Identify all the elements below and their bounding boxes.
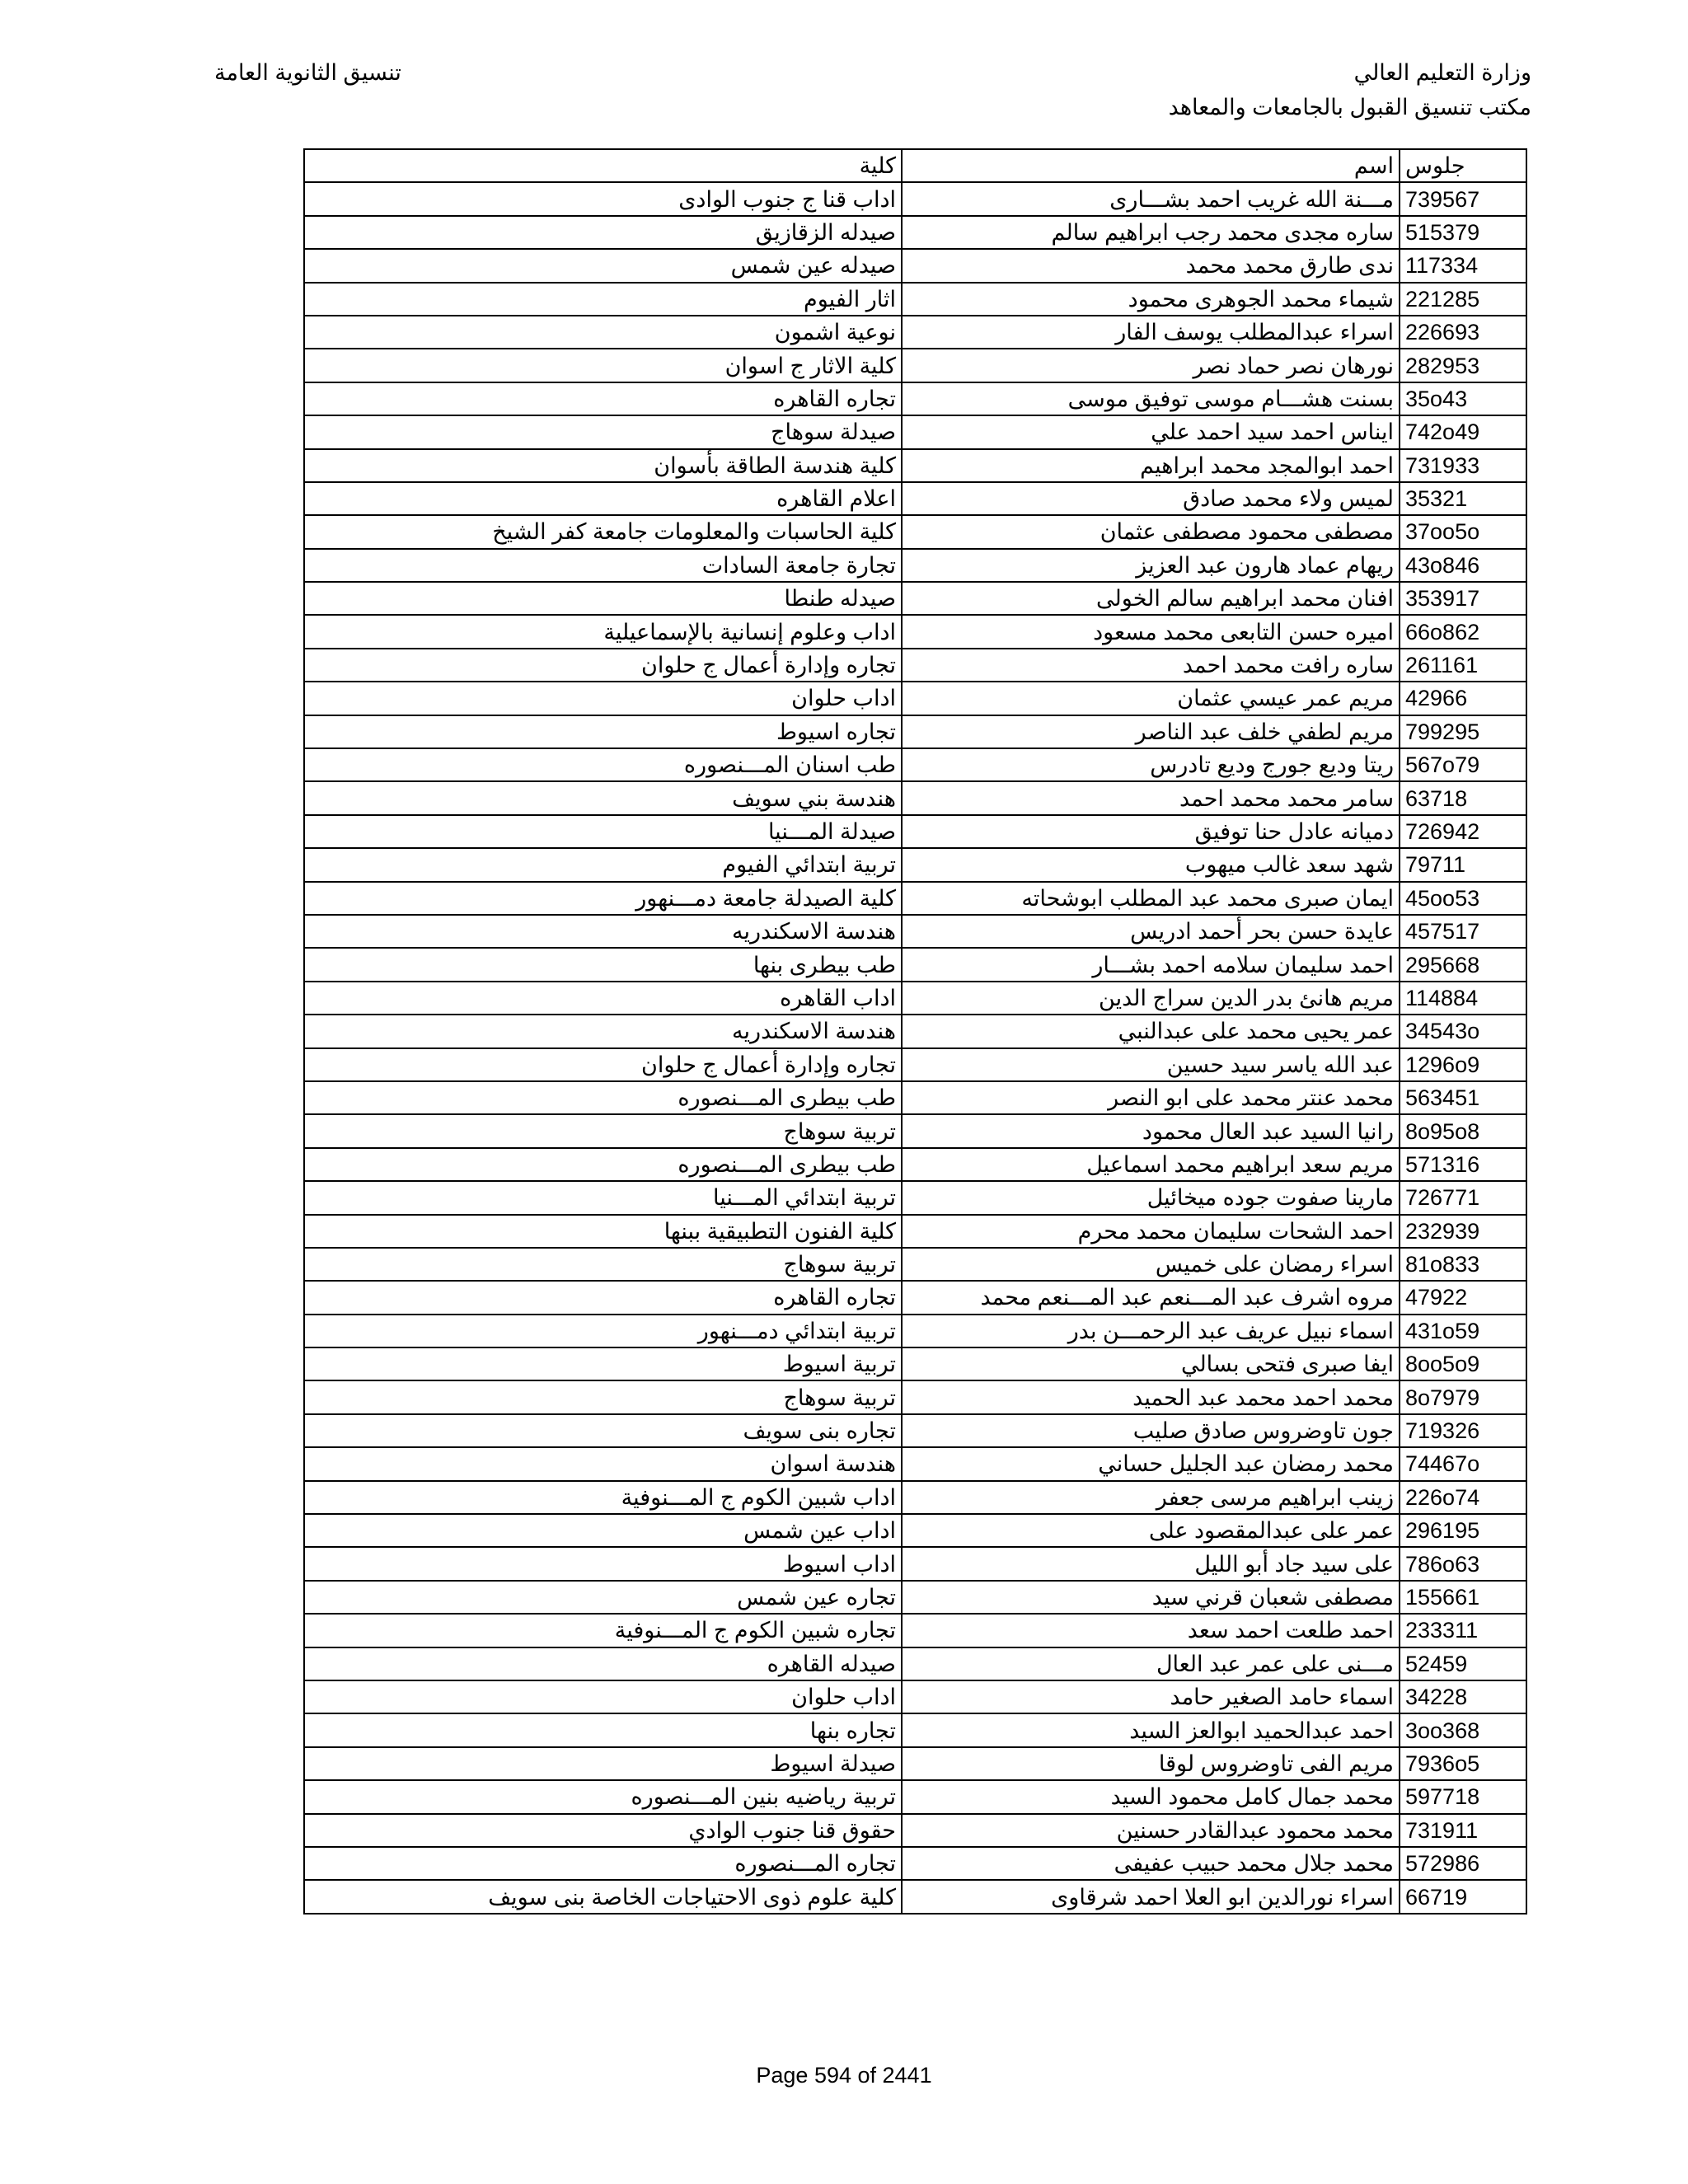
name-cell: احمد طلعت احمد سعد [902, 1614, 1400, 1647]
seat-cell: 221285 [1400, 283, 1526, 316]
column-header-name: اسم [902, 149, 1400, 182]
table-row [304, 1114, 1526, 1147]
faculty-cell: تجاره عين شمس [304, 1581, 902, 1614]
name-cell: ندى طارق محمد محمد [902, 249, 1400, 282]
table-row [304, 649, 1526, 682]
seat-cell: 7936o5 [1400, 1747, 1526, 1780]
faculty-cell: اداب اسيوط [304, 1547, 902, 1580]
seat-cell: 597718 [1400, 1780, 1526, 1813]
seat-cell: 63718 [1400, 781, 1526, 814]
faculty-cell: اثار الفيوم [304, 283, 902, 316]
seat-cell: 261161 [1400, 649, 1526, 682]
page-number: Page 594 of 2441 [756, 2063, 932, 2088]
table-row [304, 1847, 1526, 1880]
table-row [304, 1414, 1526, 1447]
seat-cell: 35o43 [1400, 382, 1526, 415]
table-row [304, 815, 1526, 848]
table-row [304, 249, 1526, 282]
faculty-cell: طب بيطرى المـــنصوره [304, 1081, 902, 1114]
table-row [304, 1747, 1526, 1780]
table-row [304, 582, 1526, 615]
seat-cell: 282953 [1400, 349, 1526, 382]
faculty-cell: اداب شبين الكوم ج المـــنوفية [304, 1481, 902, 1514]
seat-cell: 515379 [1400, 216, 1526, 249]
seat-cell: 726771 [1400, 1181, 1526, 1214]
name-cell: عمر على عبدالمقصود على [902, 1514, 1400, 1547]
faculty-cell: تجاره القاهره [304, 382, 902, 415]
name-cell: محمد احمد محمد عبد الحميد [902, 1380, 1400, 1413]
seat-cell: 571316 [1400, 1148, 1526, 1181]
table-row [304, 948, 1526, 981]
name-cell: محمد عنتر محمد على ابو النصر [902, 1081, 1400, 1114]
table-row [304, 1514, 1526, 1547]
name-cell: مريم هانئ بدر الدين سراج الدين [902, 982, 1400, 1015]
table-row [304, 1447, 1526, 1480]
name-cell: عايدة حسن بحر أحمد ادريس [902, 915, 1400, 948]
seat-cell: 786o63 [1400, 1547, 1526, 1580]
table-row [304, 1380, 1526, 1413]
seat-cell: 42966 [1400, 682, 1526, 715]
seat-cell: 431o59 [1400, 1315, 1526, 1347]
seat-cell: 117334 [1400, 249, 1526, 282]
faculty-cell: هندسة اسوان [304, 1447, 902, 1480]
table-row [304, 415, 1526, 448]
table-row [304, 1048, 1526, 1081]
admissions-table [303, 148, 1527, 1915]
name-cell: مريم الفى تاوضروس لوقا [902, 1747, 1400, 1780]
faculty-cell: صيدلة المـــنيا [304, 815, 902, 848]
faculty-cell: تجاره بنها [304, 1713, 902, 1746]
seat-cell: 74467o [1400, 1447, 1526, 1480]
faculty-cell: طب اسنان المـــنصوره [304, 748, 902, 781]
table-row [304, 1281, 1526, 1314]
table-row [304, 715, 1526, 748]
name-cell: اسراء عبدالمطلب يوسف الفار [902, 316, 1400, 349]
faculty-cell: صيدله القاهره [304, 1647, 902, 1680]
name-cell: محمد رمضان عبد الجليل حساني [902, 1447, 1400, 1480]
name-cell: محمد جمال كامل محمود السيد [902, 1780, 1400, 1813]
seat-cell: 226693 [1400, 316, 1526, 349]
faculty-cell: تربية سوهاج [304, 1114, 902, 1147]
table-row [304, 1713, 1526, 1746]
seat-cell: 35321 [1400, 482, 1526, 515]
table-row [304, 1680, 1526, 1713]
table-row [304, 1647, 1526, 1680]
table-row [304, 915, 1526, 948]
seat-cell: 8o7979 [1400, 1380, 1526, 1413]
name-cell: مصطفى محمود مصطفى عثمان [902, 515, 1400, 548]
name-cell: مريم عمر عيسي عثمان [902, 682, 1400, 715]
faculty-cell: هندسة الاسكندريه [304, 1015, 902, 1047]
office-title: مكتب تنسيق القبول بالجامعات والمعاهد [1168, 95, 1531, 120]
faculty-cell: كلية الاثار ج اسوان [304, 349, 902, 382]
seat-cell: 155661 [1400, 1581, 1526, 1614]
name-cell: على سيد جاد أبو الليل [902, 1547, 1400, 1580]
table-row [304, 1880, 1526, 1913]
name-cell: مريم سعد ابراهيم محمد اسماعيل [902, 1148, 1400, 1181]
name-cell: نورهان نصر حماد نصر [902, 349, 1400, 382]
table-row [304, 1780, 1526, 1813]
seat-cell: 81o833 [1400, 1248, 1526, 1281]
seat-cell: 52459 [1400, 1647, 1526, 1680]
column-header-faculty: كلية [304, 149, 902, 182]
name-cell: شيماء محمد الجوهرى محمود [902, 283, 1400, 316]
seat-cell: 567o79 [1400, 748, 1526, 781]
table-row [304, 549, 1526, 582]
name-cell: اسراء نورالدين ابو العلا احمد شرقاوى [902, 1880, 1400, 1913]
name-cell: ريتا وديع جورج وديع تادرس [902, 748, 1400, 781]
table-row [304, 748, 1526, 781]
name-cell: دميانه عادل حنا توفيق [902, 815, 1400, 848]
faculty-cell: كلية الفنون التطبيقية ببنها [304, 1215, 902, 1248]
faculty-cell: اداب وعلوم إنسانية بالإسماعيلية [304, 615, 902, 648]
table-row [304, 848, 1526, 881]
faculty-cell: هندسة الاسكندريه [304, 915, 902, 948]
faculty-cell: هندسة بني سويف [304, 781, 902, 814]
name-cell: مارينا صفوت جوده ميخائيل [902, 1181, 1400, 1214]
faculty-cell: اداب عين شمس [304, 1514, 902, 1547]
seat-cell: 226o74 [1400, 1481, 1526, 1514]
table-row [304, 382, 1526, 415]
table-row [304, 781, 1526, 814]
seat-cell: 457517 [1400, 915, 1526, 948]
table-row [304, 982, 1526, 1015]
faculty-cell: حقوق قنا جنوب الوادي [304, 1814, 902, 1847]
seat-cell: 8o95o8 [1400, 1114, 1526, 1147]
seat-cell: 572986 [1400, 1847, 1526, 1880]
faculty-cell: كلية علوم ذوى الاحتياجات الخاصة بنى سويف [304, 1880, 902, 1913]
table-row [304, 482, 1526, 515]
table-row [304, 682, 1526, 715]
seat-cell: 232939 [1400, 1215, 1526, 1248]
table-row [304, 349, 1526, 382]
faculty-cell: تربية سوهاج [304, 1380, 902, 1413]
name-cell: احمد ابوالمجد محمد ابراهيم [902, 449, 1400, 482]
faculty-cell: كلية الحاسبات والمعلومات جامعة كفر الشيخ [304, 515, 902, 548]
seat-cell: 8oo5o9 [1400, 1347, 1526, 1380]
table-row [304, 316, 1526, 349]
seat-cell: 726942 [1400, 815, 1526, 848]
seat-cell: 739567 [1400, 182, 1526, 215]
seat-cell: 1296o9 [1400, 1048, 1526, 1081]
faculty-cell: تربية ابتدائي الفيوم [304, 848, 902, 881]
name-cell: مريم لطفي خلف عبد الناصر [902, 715, 1400, 748]
name-cell: شهد سعد غالب ميهوب [902, 848, 1400, 881]
faculty-cell: صيدله الزقازيق [304, 216, 902, 249]
seat-cell: 296195 [1400, 1514, 1526, 1547]
faculty-cell: تجاره وإدارة أعمال ج حلوان [304, 1048, 902, 1081]
table-row [304, 1248, 1526, 1281]
faculty-cell: اداب حلوان [304, 1680, 902, 1713]
name-cell: مصطفى شعبان قرني سيد [902, 1581, 1400, 1614]
name-cell: زينب ابراهيم مرسى جعفر [902, 1481, 1400, 1514]
faculty-cell: تربية ابتدائي المـــنيا [304, 1181, 902, 1214]
name-cell: ايفا صبرى فتحى بسالي [902, 1347, 1400, 1380]
seat-cell: 79711 [1400, 848, 1526, 881]
name-cell: احمد عبدالحميد ابوالعز السيد [902, 1713, 1400, 1746]
name-cell: رانيا السيد عبد العال محمود [902, 1114, 1400, 1147]
seat-cell: 34228 [1400, 1680, 1526, 1713]
name-cell: اسماء نبيل عريف عبد الرحمـــن بدر [902, 1315, 1400, 1347]
seat-cell: 66719 [1400, 1880, 1526, 1913]
table-row [304, 1148, 1526, 1181]
table-header-row [304, 149, 1526, 182]
seat-cell: 37oo5o [1400, 515, 1526, 548]
faculty-cell: اعلام القاهره [304, 482, 902, 515]
name-cell: ايمان صبرى محمد عبد المطلب ابوشحاته [902, 882, 1400, 915]
table-row [304, 1581, 1526, 1614]
table-row [304, 1614, 1526, 1647]
faculty-cell: نوعية اشمون [304, 316, 902, 349]
table-row [304, 615, 1526, 648]
faculty-cell: تربية سوهاج [304, 1248, 902, 1281]
name-cell: محمد جلال محمد حبيب عفيفى [902, 1847, 1400, 1880]
ministry-title: وزارة التعليم العالي [1353, 60, 1531, 85]
table-row [304, 515, 1526, 548]
name-cell: سامر محمد محمد احمد [902, 781, 1400, 814]
name-cell: محمد محمود عبدالقادر حسنين [902, 1814, 1400, 1847]
name-cell: اميره حسن التابعى محمد مسعود [902, 615, 1400, 648]
faculty-cell: تجاره شبين الكوم ج المـــنوفية [304, 1614, 902, 1647]
table-row [304, 1315, 1526, 1347]
name-cell: لميس ولاء محمد صادق [902, 482, 1400, 515]
seat-cell: 353917 [1400, 582, 1526, 615]
faculty-cell: تربية رياضيه بنين المـــنصوره [304, 1780, 902, 1813]
name-cell: مـــنة الله غريب احمد بشـــارى [902, 182, 1400, 215]
table-row [304, 1347, 1526, 1380]
name-cell: احمد الشحات سليمان محمد محرم [902, 1215, 1400, 1248]
faculty-cell: تجاره اسيوط [304, 715, 902, 748]
seat-cell: 45oo53 [1400, 882, 1526, 915]
name-cell: احمد سليمان سلامه احمد بشـــار [902, 948, 1400, 981]
seat-cell: 43o846 [1400, 549, 1526, 582]
seat-cell: 563451 [1400, 1081, 1526, 1114]
table-row [304, 449, 1526, 482]
name-cell: مـــنى على عمر عبد العال [902, 1647, 1400, 1680]
seat-cell: 295668 [1400, 948, 1526, 981]
table-row [304, 1181, 1526, 1214]
seat-cell: 719326 [1400, 1414, 1526, 1447]
name-cell: جون تاوضروس صادق صليب [902, 1414, 1400, 1447]
table-row [304, 1547, 1526, 1580]
seat-cell: 34543o [1400, 1015, 1526, 1047]
table-row [304, 1814, 1526, 1847]
faculty-cell: اداب قنا ج جنوب الوادى [304, 182, 902, 215]
faculty-cell: طب بيطرى المـــنصوره [304, 1148, 902, 1181]
faculty-cell: تربية ابتدائي دمـــنهور [304, 1315, 902, 1347]
table-row [304, 216, 1526, 249]
table-row [304, 1015, 1526, 1047]
seat-cell: 114884 [1400, 982, 1526, 1015]
table-row [304, 882, 1526, 915]
faculty-cell: تجاره المـــنصوره [304, 1847, 902, 1880]
table-row [304, 1481, 1526, 1514]
seat-cell: 233311 [1400, 1614, 1526, 1647]
name-cell: عبد الله ياسر سيد حسين [902, 1048, 1400, 1081]
faculty-cell: اداب القاهره [304, 982, 902, 1015]
name-cell: ساره رافت محمد احمد [902, 649, 1400, 682]
seat-cell: 799295 [1400, 715, 1526, 748]
faculty-cell: تجارة جامعة السادات [304, 549, 902, 582]
faculty-cell: تربية اسيوط [304, 1347, 902, 1380]
seat-cell: 731911 [1400, 1814, 1526, 1847]
column-header-seat: جلوس [1400, 149, 1526, 182]
table-row [304, 1215, 1526, 1248]
seat-cell: 66o862 [1400, 615, 1526, 648]
seat-cell: 3oo368 [1400, 1713, 1526, 1746]
faculty-cell: تجاره القاهره [304, 1281, 902, 1314]
faculty-cell: صيدلة سوهاج [304, 415, 902, 448]
faculty-cell: كلية الصيدلة جامعة دمـــنهور [304, 882, 902, 915]
faculty-cell: اداب حلوان [304, 682, 902, 715]
seat-cell: 731933 [1400, 449, 1526, 482]
table-row [304, 283, 1526, 316]
seat-cell: 47922 [1400, 1281, 1526, 1314]
name-cell: ريهام عماد هارون عبد العزيز [902, 549, 1400, 582]
name-cell: بسنت هشـــام موسى توفيق موسى [902, 382, 1400, 415]
seat-cell: 742o49 [1400, 415, 1526, 448]
section-title: تنسيق الثانوية العامة [214, 60, 401, 85]
table-row [304, 182, 1526, 215]
name-cell: افنان محمد ابراهيم سالم الخولى [902, 582, 1400, 615]
name-cell: ساره مجدى محمد رجب ابراهيم سالم [902, 216, 1400, 249]
faculty-cell: تجاره بنى سويف [304, 1414, 902, 1447]
faculty-cell: صيدله طنطا [304, 582, 902, 615]
faculty-cell: تجاره وإدارة أعمال ج حلوان [304, 649, 902, 682]
name-cell: مروه اشرف عبد المـــنعم عبد المـــنعم محمد [902, 1281, 1400, 1314]
name-cell: ايناس احمد سيد احمد علي [902, 415, 1400, 448]
faculty-cell: صيدله عين شمس [304, 249, 902, 282]
faculty-cell: طب بيطرى بنها [304, 948, 902, 981]
faculty-cell: صيدلة اسيوط [304, 1747, 902, 1780]
faculty-cell: كلية هندسة الطاقة بأسوان [304, 449, 902, 482]
table-row [304, 1081, 1526, 1114]
name-cell: اسراء رمضان على خميس [902, 1248, 1400, 1281]
name-cell: عمر يحيى محمد على عبدالنبي [902, 1015, 1400, 1047]
name-cell: اسماء حامد الصغير حامد [902, 1680, 1400, 1713]
